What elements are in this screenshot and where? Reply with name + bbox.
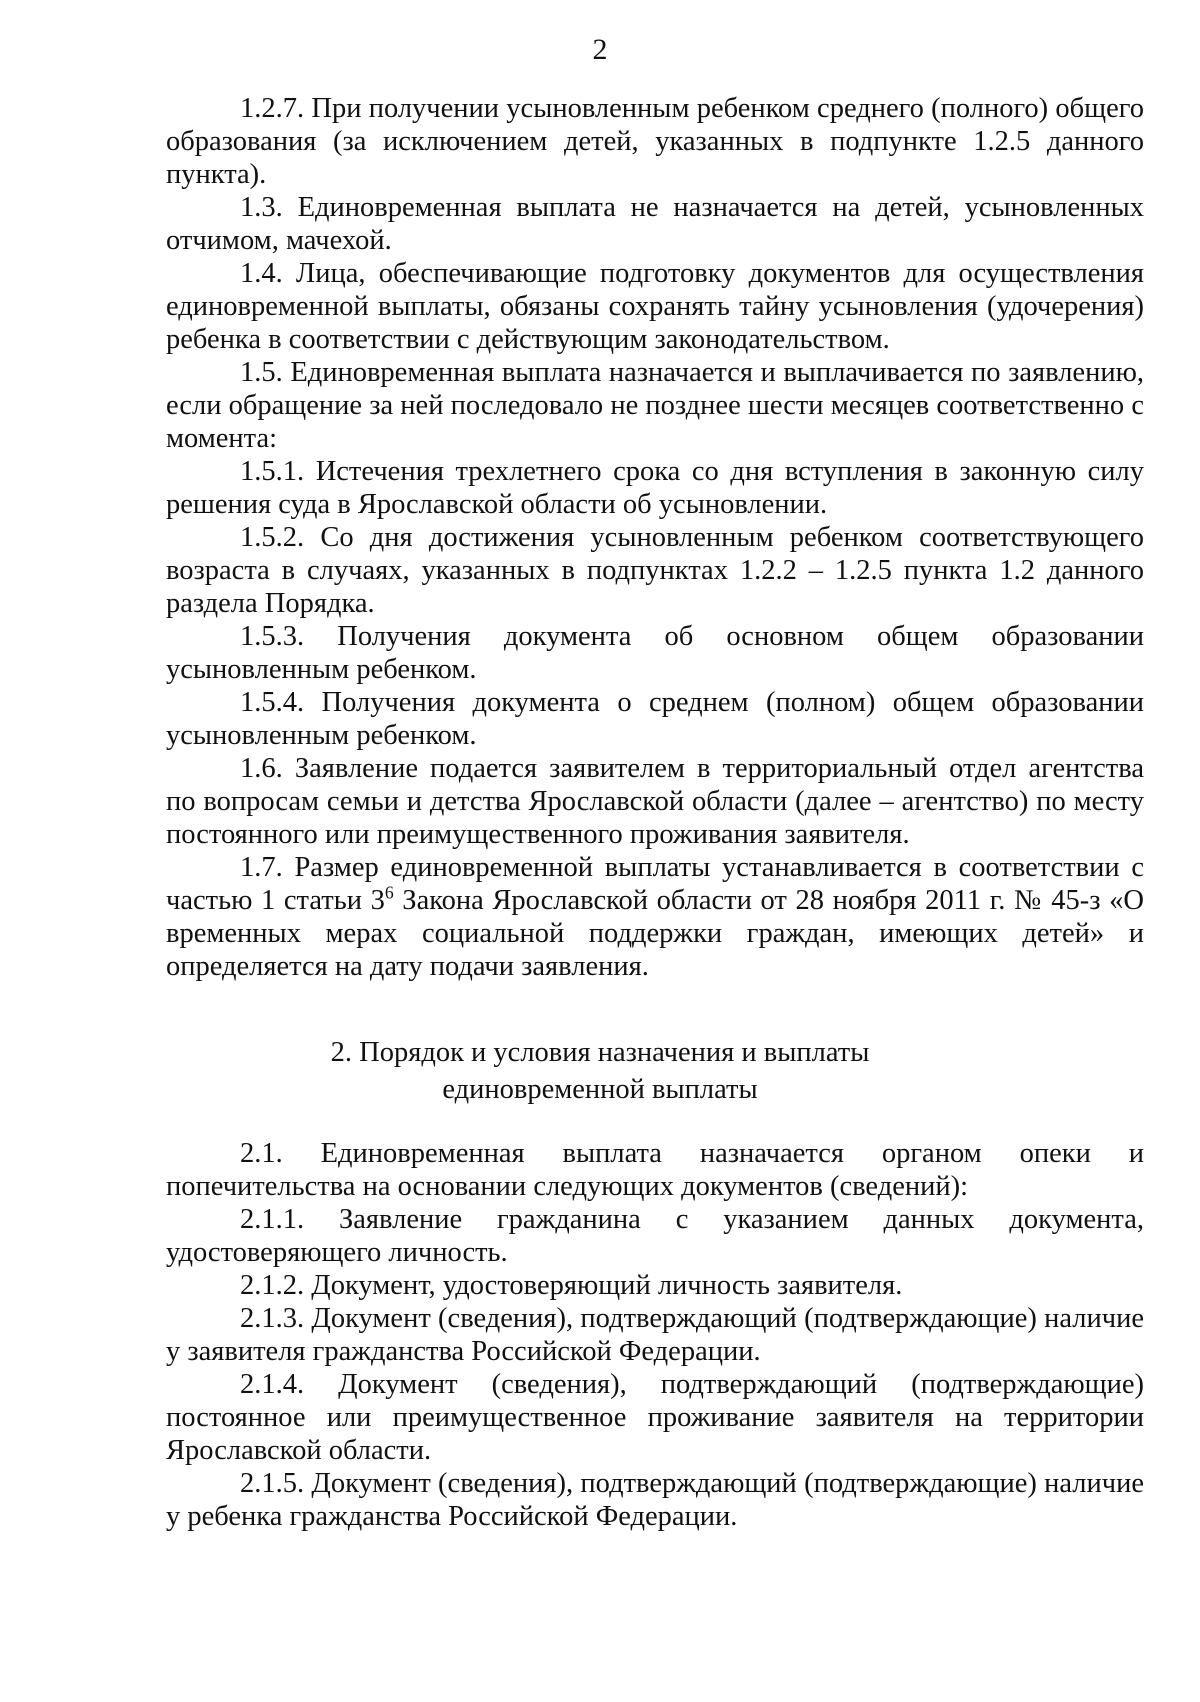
section-2-heading-line-2: единовременной выплаты [442,1074,758,1105]
paragraph-2-1: 2.1. Единовременная выплата назначается органом опеки и попечительства на основании следующих документов (сведений): [166,1138,1144,1202]
section-2-heading-line-1: 2. Порядок и условия назначения и выплаты [330,1037,870,1068]
paragraph-1-5-4: 1.5.4. Получения документа о среднем (полном) общем образовании усыновленным ребенком. [166,687,1144,751]
paragraph-1-5-2: 1.5.2. Со дня достижения усыновленным ребенком соответствующего возраста в случаях, указанных в подпунктах 1.2.2 – 1.2.5 пункта 1.2 данного раздела Порядка. [166,522,1144,619]
paragraph-1-2-7: 1.2.7. При получении усыновленным ребенком среднего (полного) общего образования (за исключением детей, указанных в подпункте 1.2.5 данного пункта). [166,93,1144,190]
paragraph-2-1-5: 2.1.5. Документ (сведения), подтверждающий (подтверждающие) наличие у ребенка гражданства Российской Федерации. [166,1468,1144,1532]
paragraph-1-7-superscript: 6 [384,882,394,903]
page-number: 2 [592,33,608,66]
paragraph-1-3: 1.3. Единовременная выплата не назначается на детей, усыновленных отчимом, мачехой. [166,192,1144,256]
paragraph-2-1-3: 2.1.3. Документ (сведения), подтверждающий (подтверждающие) наличие у заявителя гражданства Российской Федерации. [166,1303,1144,1367]
paragraph-1-4: 1.4. Лица, обеспечивающие подготовку документов для осуществления единовременной выплаты, обязаны сохранять тайну усыновления (удочерения) ребенка в соответствии с действующим законодательством. [166,258,1144,355]
paragraph-1-7-text-end: Закона Ярославской области от 28 ноября 2011 г. № 45-з «О временных мерах социальной поддержки граждан, имеющих детей» и определяется на дату подачи заявления. [166,885,1144,982]
paragraph-1-5-3: 1.5.3. Получения документа об основном общем образовании усыновленным ребенком. [166,621,1144,685]
paragraph-2-1-2: 2.1.2. Документ, удостоверяющий личность заявителя. [240,1270,903,1301]
body-text-part-1 [166,92,1144,983]
paragraph-2-1-4: 2.1.4. Документ (сведения), подтверждающий (подтверждающие) постоянное или преимущественное проживание заявителя на территории Ярославской области. [166,1369,1144,1466]
paragraph-1-5-1: 1.5.1. Истечения трехлетнего срока со дня вступления в законную силу решения суда в Ярославской области об усыновлении. [166,456,1144,520]
section-2-heading [0,1034,1200,1108]
paragraph-1-6: 1.6. Заявление подается заявителем в территориальный отдел агентства по вопросам семьи и детства Ярославской области (далее – агентство) по месту постоянного или преимущественного проживания заявителя. [166,753,1144,850]
body-text-part-2 [166,1137,1144,1533]
paragraph-2-1-1: 2.1.1. Заявление гражданина с указанием данных документа, удостоверяющего личность. [166,1204,1144,1268]
paragraph-1-7-text-start: 1.7. Размер единовременной выплаты устанавливается в соответствии с частью 1 статьи 3 [166,852,1144,916]
paragraph-1-5: 1.5. Единовременная выплата назначается и выплачивается по заявлению, если обращение за ней последовало не позднее шести месяцев соответственно с момента: [166,357,1144,454]
paragraph-1-7 [166,851,1144,983]
